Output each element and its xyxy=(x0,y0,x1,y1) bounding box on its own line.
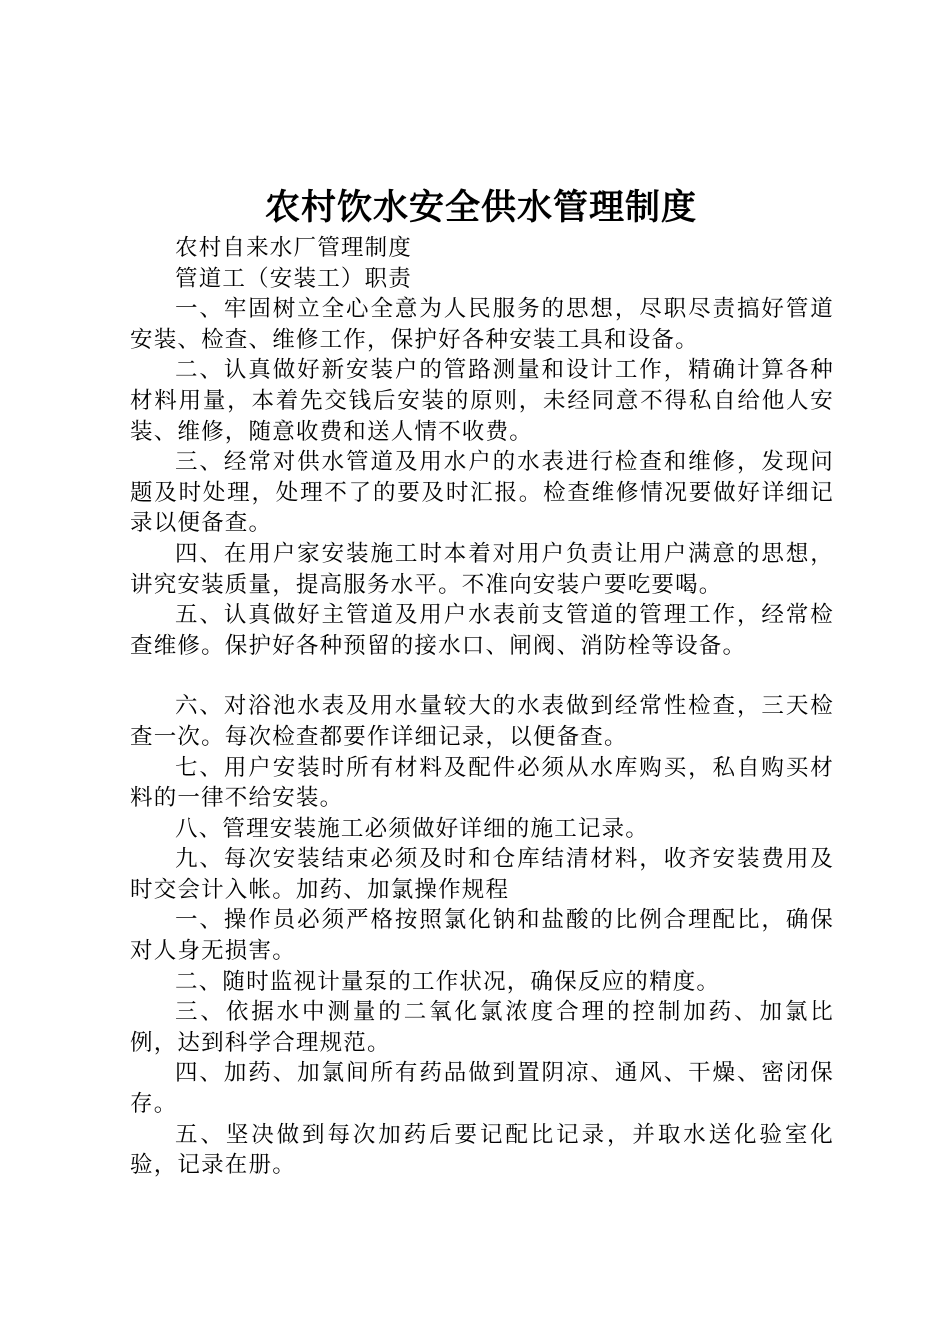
paragraph-section-heading: 管道工（安装工）职责 xyxy=(175,265,413,292)
paragraph: 五、认真做好主管道及用户水表前支管道的管理工作，经常检查维修。保护好各种预留的接水口、闸阀、消防栓等设备。 xyxy=(130,602,834,659)
paragraph-subtitle: 农村自来水厂管理制度 xyxy=(175,235,413,261)
paragraph: 二、随时监视计量泵的工作状况，确保反应的精度。 xyxy=(175,968,721,995)
paragraph: 四、加药、加氯间所有药品做到置阴凉、通风、干燥、密闭保存。 xyxy=(130,1060,834,1118)
paragraph: 一、操作员必须严格按照氯化钠和盐酸的比例合理配比，确保对人身无损害。 xyxy=(130,907,834,965)
document-body xyxy=(130,233,834,1181)
paragraph: 七、用户安装时所有材料及配件必须从水库购买，私自购买材料的一律不给安装。 xyxy=(130,754,834,812)
paragraph: 三、依据水中测量的二氧化氯浓度合理的控制加药、加氯比例，达到科学合理规范。 xyxy=(130,999,834,1056)
paragraph: 八、管理安装施工必须做好详细的施工记录。 xyxy=(175,815,650,842)
paragraph: 五、坚决做到每次加药后要记配比记录，并取水送化验室化验，记录在册。 xyxy=(130,1121,834,1179)
paragraph: 九、每次安装结束必须及时和仓库结清材料，收齐安装费用及时交会计入帐。加药、加氯操作规程 xyxy=(130,846,834,903)
paragraph: 一、牢固树立全心全意为人民服务的思想，尽职尽责搞好管道安装、检查、维修工作，保护好各种安装工具和设备。 xyxy=(130,296,834,353)
document-title: 农村饮水安全供水管理制度 xyxy=(264,188,697,228)
paragraph: 四、在用户家安装施工时本着对用户负责让用户满意的思想，讲究安装质量，提高服务水平。不准向安装户要吃要喝。 xyxy=(130,540,834,598)
paragraph: 六、对浴池水表及用水量较大的水表做到经常性检查，三天检查一次。每次检查都要作详细记录，以便备查。 xyxy=(130,693,834,750)
paragraph: 三、经常对供水管道及用水户的水表进行检查和维修，发现问题及时处理，处理不了的要及时汇报。检查维修情况要做好详细记录以便备查。 xyxy=(130,449,834,537)
paragraph: 二、认真做好新安装户的管路测量和设计工作，精确计算各种材料用量，本着先交钱后安装的原则，未经同意不得私自给他人安装、维修，随意收费和送人情不收费。 xyxy=(130,357,834,445)
